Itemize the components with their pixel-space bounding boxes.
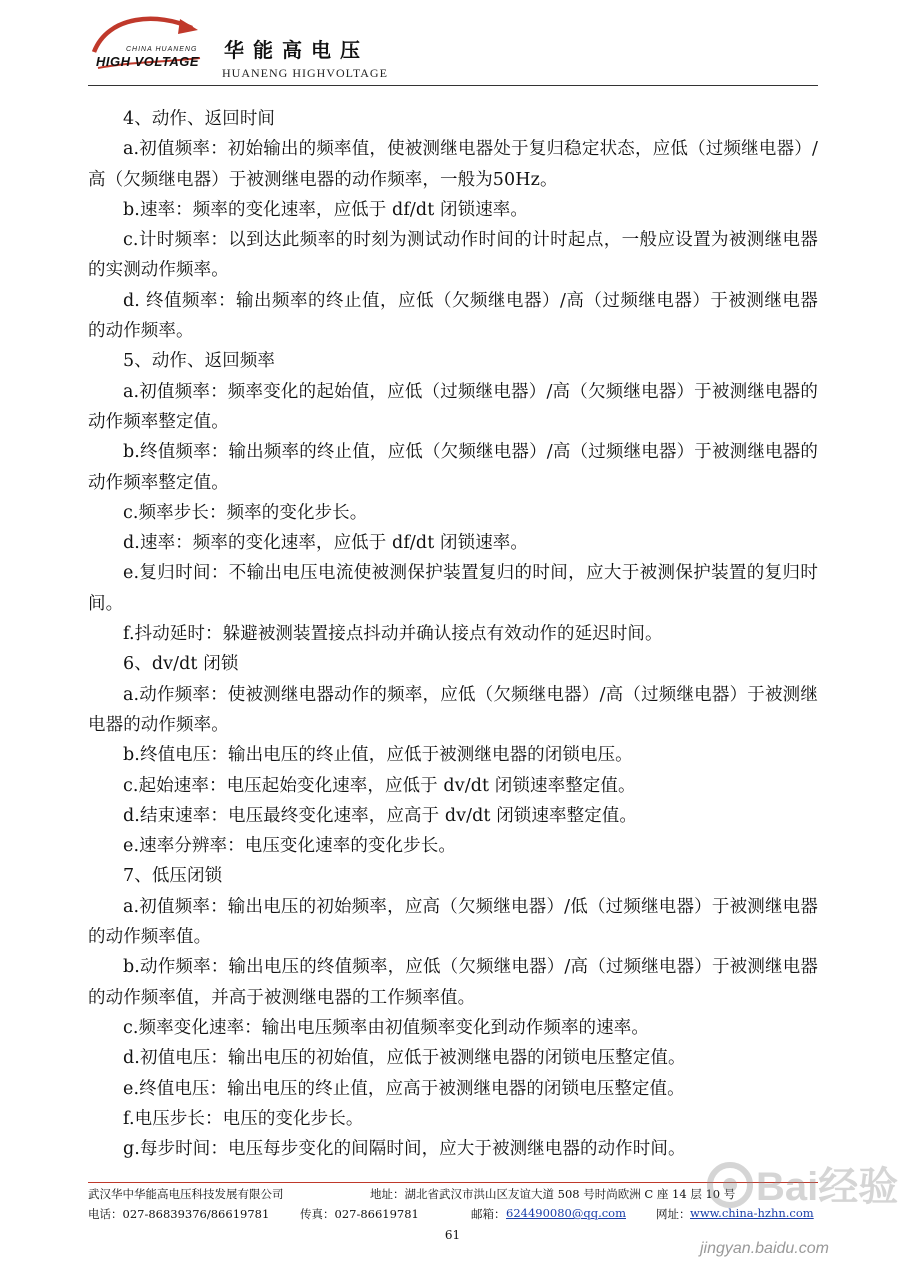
paragraph: a.初值频率：输出电压的初始频率，应高（欠频继电器）/低（过频继电器）于被测继电器的动作频率值。 [88,896,818,948]
footer-company: 武汉华中华能高电压科技发展有限公司 [88,1187,284,1201]
page-header [88,10,818,90]
logo-small-text: CHINA HUANENG [126,46,198,53]
section-heading: 5、动作、返回频率 [123,351,276,372]
footer-phone: 电话：027-86839376/86619781 [88,1207,270,1221]
paragraph: c.频率变化速率：输出电压频率由初值频率变化到动作频率的速率。 [123,1017,649,1038]
logo-text: HIGH VOLTAGE [96,54,200,69]
paragraph: f.电压步长：电压的变化步长。 [123,1108,364,1129]
paragraph: a.初值频率：初始输出的频率值，使被测继电器处于复归稳定状态，应低（过频继电器）/高（欠频继电器）于被测继电器的动作频率，一般为50Hz。 [88,139,818,190]
watermark-text: jingyan.baidu.com [700,1240,829,1257]
paragraph: a.动作频率：使被测继电器动作的频率，应低（欠频继电器）/高（过频继电器）于被测继电器的动作频率。 [88,684,818,735]
company-name-en: HUANENG HIGHVOLTAGE [222,66,388,80]
footer-web-link[interactable]: www.china-hzhn.com [690,1206,814,1220]
section-heading: 7、低压闭锁 [123,866,223,887]
paragraph: g.每步时间：电压每步变化的间隔时间，应大于被测继电器的动作时间。 [123,1139,686,1160]
paragraph: e.复归时间：不输出电压电流使被测保护装置复归的时间，应大于被测保护装置的复归时间。 [88,563,818,614]
footer-web-label: 网址： [656,1207,691,1221]
paragraph: d. 终值频率：输出频率的终止值，应低（欠频继电器）/高（过频继电器）于被测继电器的动作频率。 [88,290,818,342]
paragraph: f.抖动延时：躲避被测装置接点抖动并确认接点有效动作的延迟时间。 [123,624,663,645]
paragraph: d.速率：频率的变化速率，应低于 df/dt 闭锁速率。 [123,533,528,554]
paragraph: c.计时频率：以到达此频率的时刻为测试动作时间的计时起点，一般应设置为被测继电器的实测动作频率。 [88,230,818,281]
footer-email-link[interactable]: 624490080@qq.com [506,1206,626,1220]
footer-email-label: 邮箱： [471,1207,506,1221]
paragraph: b.速率：频率的变化速率，应低于 df/dt 闭锁速率。 [123,199,528,220]
logo-arc-icon [88,10,218,80]
footer-address: 地址：湖北省武汉市洪山区友谊大道 508 号时尚欧洲 C 座 14 层 10 号 [370,1187,736,1201]
paragraph: d.初值电压：输出电压的初始值，应低于被测继电器的闭锁电压整定值。 [123,1048,686,1069]
paragraph: c.起始速率：电压起始变化速率，应低于 dv/dt 闭锁速率整定值。 [123,775,636,796]
section-heading: 6、dv/dt 闭锁 [123,654,239,675]
page-number: 61 [444,1228,461,1242]
company-logo [88,10,218,80]
paragraph: e.终值电压：输出电压的终止值，应高于被测继电器的闭锁电压整定值。 [123,1078,685,1099]
paragraph: c.频率步长：频率的变化步长。 [123,502,368,523]
paragraph: b.动作频率：输出电压的终值频率，应低（欠频继电器）/高（过频继电器）于被测继电器的动作频率值，并高于被测继电器的工作频率值。 [88,957,818,1008]
paragraph: a.初值频率：频率变化的起始值，应低（过频继电器）/高（欠频继电器）于被测继电器的动作频率整定值。 [88,381,818,432]
paragraph: b.终值电压：输出电压的终止值，应低于被测继电器的闭锁电压。 [123,745,633,766]
paragraph: b.终值频率：输出频率的终止值，应低（欠频继电器）/高（过频继电器）于被测继电器的动作频率整定值。 [88,442,818,493]
section-heading: 4、动作、返回时间 [123,109,276,129]
watermark-label: Bai经验 [756,1165,899,1209]
footer-fax: 传真：027-86619781 [300,1207,419,1221]
company-name-cn: 华能高电压 [224,38,369,62]
paragraph: d.结束速率：电压最终变化速率，应高于 dv/dt 闭锁速率整定值。 [123,805,638,826]
header-divider [88,85,818,86]
document-body [88,104,818,1164]
paragraph: e.速率分辨率：电压变化速率的变化步长。 [123,836,456,857]
